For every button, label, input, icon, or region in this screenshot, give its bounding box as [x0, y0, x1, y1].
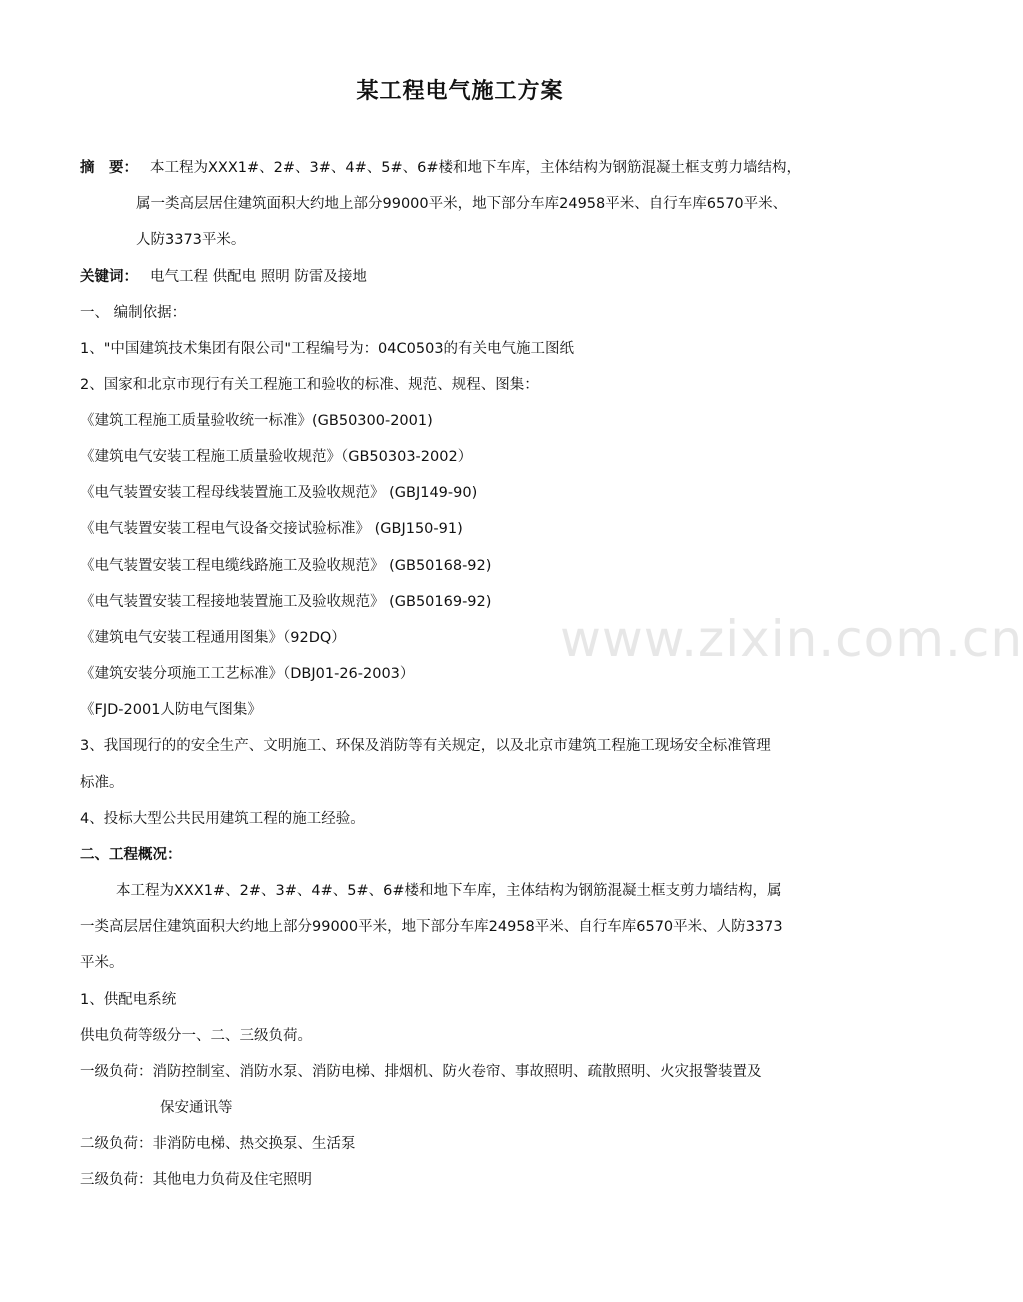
standard-item: 《建筑电气安装工程通用图集》（92DQ）	[80, 630, 346, 646]
document-title: 某工程电气施工方案	[356, 78, 564, 104]
abstract-text-1: 本工程为XXX1#、2#、3#、4#、5#、6#楼和地下车库，主体结构为钢筋混凝土框支剪力墙结构，	[150, 160, 802, 176]
standard-item: 《电气装置安装工程母线装置施工及验收规范》 (GBJ149-90)	[80, 485, 478, 501]
abstract-label: 摘 要：	[80, 160, 138, 176]
keywords-value: 电气工程 供配电 照明 防雷及接地	[150, 269, 367, 285]
section1-item-3-line-2: 标准。	[80, 775, 124, 791]
section2-heading: 二、工程概况：	[80, 847, 182, 863]
standard-item: 《FJD-2001人防电气图集》	[80, 702, 262, 718]
load-level-2: 二级负荷：非消防电梯、热交换泵、生活泵	[80, 1136, 356, 1152]
load-intro: 供电负荷等级分一、二、三级负荷。	[80, 1028, 312, 1044]
section1-item-3-line-1: 3、我国现行的的安全生产、文明施工、环保及消防等有关规定，以及北京市建筑工程施工现场安全标准管理	[80, 738, 771, 754]
keywords-line	[80, 266, 860, 288]
standard-item: 《电气装置安装工程电缆线路施工及验收规范》 (GB50168-92)	[80, 558, 492, 574]
overview-para-line-3: 平米。	[80, 955, 124, 971]
section1-heading: 一、 编制依据：	[80, 305, 187, 321]
standard-item: 《建筑安装分项施工工艺标准》（DBJ01-26-2003）	[80, 666, 415, 682]
standard-item: 《建筑工程施工质量验收统一标准》(GB50300-2001)	[80, 413, 433, 429]
section1-item-2: 2、国家和北京市现行有关工程施工和验收的标准、规范、规程、图集：	[80, 377, 539, 393]
section1-item-4: 4、投标大型公共民用建筑工程的施工经验。	[80, 811, 365, 827]
abstract-text-2: 属一类高层居住建筑面积大约地上部分99000平米，地下部分车库24958平米、自行车库6570平米、	[136, 196, 788, 212]
abstract-text-3: 人防3373平米。	[136, 232, 246, 248]
load-level-3: 三级负荷：其他电力负荷及住宅照明	[80, 1172, 312, 1188]
watermark: www.zixin.com.cn	[560, 610, 1023, 668]
standard-item: 《建筑电气安装工程施工质量验收规范》（GB50303-2002）	[80, 449, 473, 465]
subsection-power-supply: 1、供配电系统	[80, 992, 177, 1008]
load-level-1-line-1: 一级负荷：消防控制室、消防水泵、消防电梯、排烟机、防火卷帘、事故照明、疏散照明、火灾报警装置及	[80, 1064, 762, 1080]
abstract-line-1	[80, 157, 860, 179]
standard-item: 《电气装置安装工程接地装置施工及验收规范》 (GB50169-92)	[80, 594, 492, 610]
overview-para-line-1: 本工程为XXX1#、2#、3#、4#、5#、6#楼和地下车库，主体结构为钢筋混凝土框支剪力墙结构，属	[116, 883, 782, 899]
load-level-1-line-2: 保安通讯等	[160, 1100, 233, 1116]
overview-para-line-2: 一类高层居住建筑面积大约地上部分99000平米，地下部分车库24958平米、自行车库6570平米、人防3373	[80, 919, 783, 935]
keywords-label: 关键词：	[80, 269, 138, 285]
standard-item: 《电气装置安装工程电气设备交接试验标准》 (GBJ150-91)	[80, 521, 463, 537]
section1-item-1: 1、"中国建筑技术集团有限公司"工程编号为：04C0503的有关电气施工图纸	[80, 341, 575, 357]
